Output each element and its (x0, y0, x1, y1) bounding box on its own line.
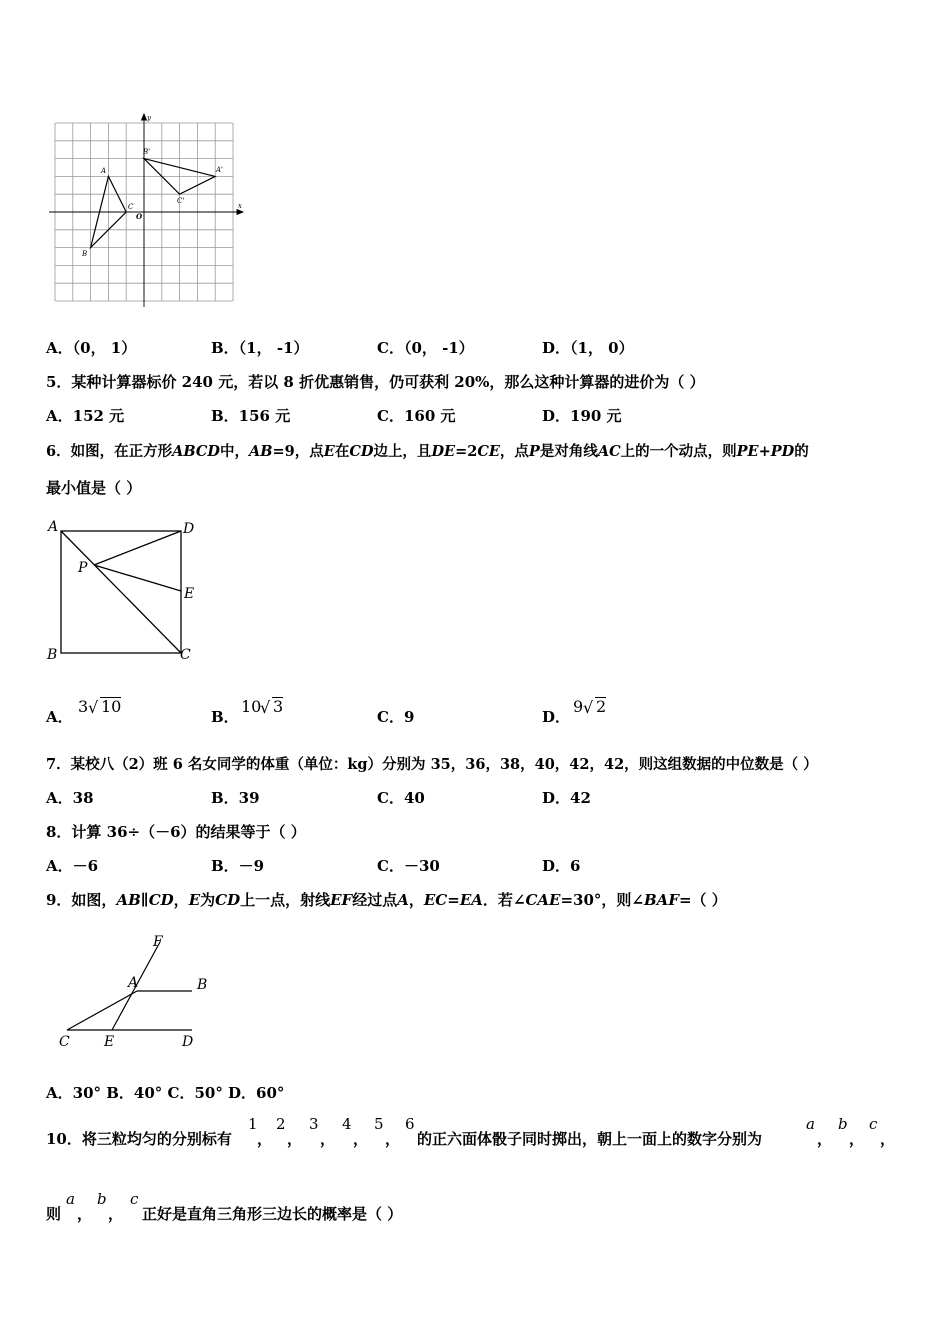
q9-options[interactable]: A．30° B．40° C．50° D．60° (46, 1084, 285, 1102)
q8-option-a[interactable]: A．－6 (46, 857, 99, 875)
x-axis-label: x (238, 202, 242, 210)
q5-option-b[interactable]: B．156 元 (211, 407, 291, 425)
label-p: P (78, 560, 88, 576)
label-c: C (59, 1034, 70, 1050)
q5-option-d[interactable]: D．190 元 (542, 407, 622, 425)
q5-stem: 5．某种计算器标价 240 元，若以 8 折优惠销售，仍可获利 20%，那么这种计算器的进价为（ ） (46, 373, 705, 391)
diagonal-ac (61, 531, 181, 653)
sqrt-sign: √ (583, 698, 594, 717)
label-c-prime: C' (177, 197, 185, 205)
q10-stem-line2: 则 a ， b ， c 正好是直角三角形三边长的概率是（ ） (46, 1190, 403, 1223)
q9-parallel-lines-figure (52, 928, 222, 1053)
q6-stem-line2: 最小值是（ ） (46, 479, 142, 497)
segment-ca (67, 991, 137, 1030)
sqrt-sign: √ (88, 698, 99, 717)
y-axis-label: y (147, 114, 151, 122)
label-c: C (180, 647, 191, 663)
q7-option-a[interactable]: A．38 (46, 789, 94, 807)
q4-option-d[interactable]: D．（1， 0） (542, 339, 634, 357)
q5-option-a[interactable]: A．152 元 (46, 407, 125, 425)
q4-grid-figure (45, 112, 250, 312)
label-f: F (153, 934, 163, 950)
sqrt-sign: √ (260, 698, 271, 717)
q8-option-b[interactable]: B．－9 (211, 857, 265, 875)
label-c: C (128, 203, 134, 211)
label-e: E (184, 586, 195, 602)
q7-option-c[interactable]: C．40 (377, 789, 425, 807)
q9-stem: 9．如图，AB∥CD，E为CD上一点，射线EF经过点A，EC=EA．若∠CAE=30°，则∠BAF=（ ） (46, 891, 727, 909)
label-b: B (197, 977, 208, 993)
segment-pd (94, 531, 181, 565)
q4-option-b[interactable]: B．（1， -1） (211, 339, 309, 357)
q5-option-c[interactable]: C．160 元 (377, 407, 456, 425)
q6-stem-line1: 6．如图，在正方形ABCD中，AB=9，点E在CD边上，且DE=2CE，点P是对角线AC上的一个动点，则PE+PD的 (46, 443, 809, 460)
label-a: A (101, 167, 107, 175)
label-d: D (183, 521, 195, 537)
origin-label: O (136, 212, 143, 221)
q6-square-figure (42, 515, 207, 665)
label-e: E (104, 1034, 115, 1050)
axes (49, 114, 243, 307)
label-a: A (48, 519, 59, 535)
q7-stem: 7．某校八（2）班 6 名女同学的体重（单位：kg）分别为 35，36，38，40，42，42，则这组数据的中位数是（ ） (46, 756, 818, 773)
label-d: D (182, 1034, 194, 1050)
label-b-prime: B' (143, 148, 151, 156)
q6-option-c[interactable]: C．9 (377, 708, 415, 726)
q8-stem: 8．计算 36÷（－6）的结果等于（ ） (46, 823, 306, 841)
label-a: A (128, 975, 139, 991)
q8-option-c[interactable]: C．－30 (377, 857, 440, 875)
q8-option-d[interactable]: D．6 (542, 857, 581, 875)
label-b: B (82, 250, 88, 258)
label-a-prime: A' (216, 166, 223, 174)
q4-option-a[interactable]: A．（0， 1） (46, 339, 137, 357)
q7-option-b[interactable]: B．39 (211, 789, 260, 807)
q10-stem-line1: 10．将三粒均匀的分别标有 1 ， 2 ， 3 ， 4 ， 5 ， 6 的正六面体骰子同时掷出，朝上一面上的数字分别为 a ， b ， c ， (46, 1115, 896, 1148)
q4-option-c[interactable]: C．（0， -1） (377, 339, 474, 357)
q6-option-b[interactable]: B． 10 √ 3 (211, 697, 284, 726)
q6-option-d[interactable]: D． 9 √ 2 (542, 697, 607, 726)
label-b: B (47, 647, 58, 663)
q7-option-d[interactable]: D．42 (542, 789, 591, 807)
q6-option-a[interactable]: A． 3 √ 10 (46, 697, 122, 726)
